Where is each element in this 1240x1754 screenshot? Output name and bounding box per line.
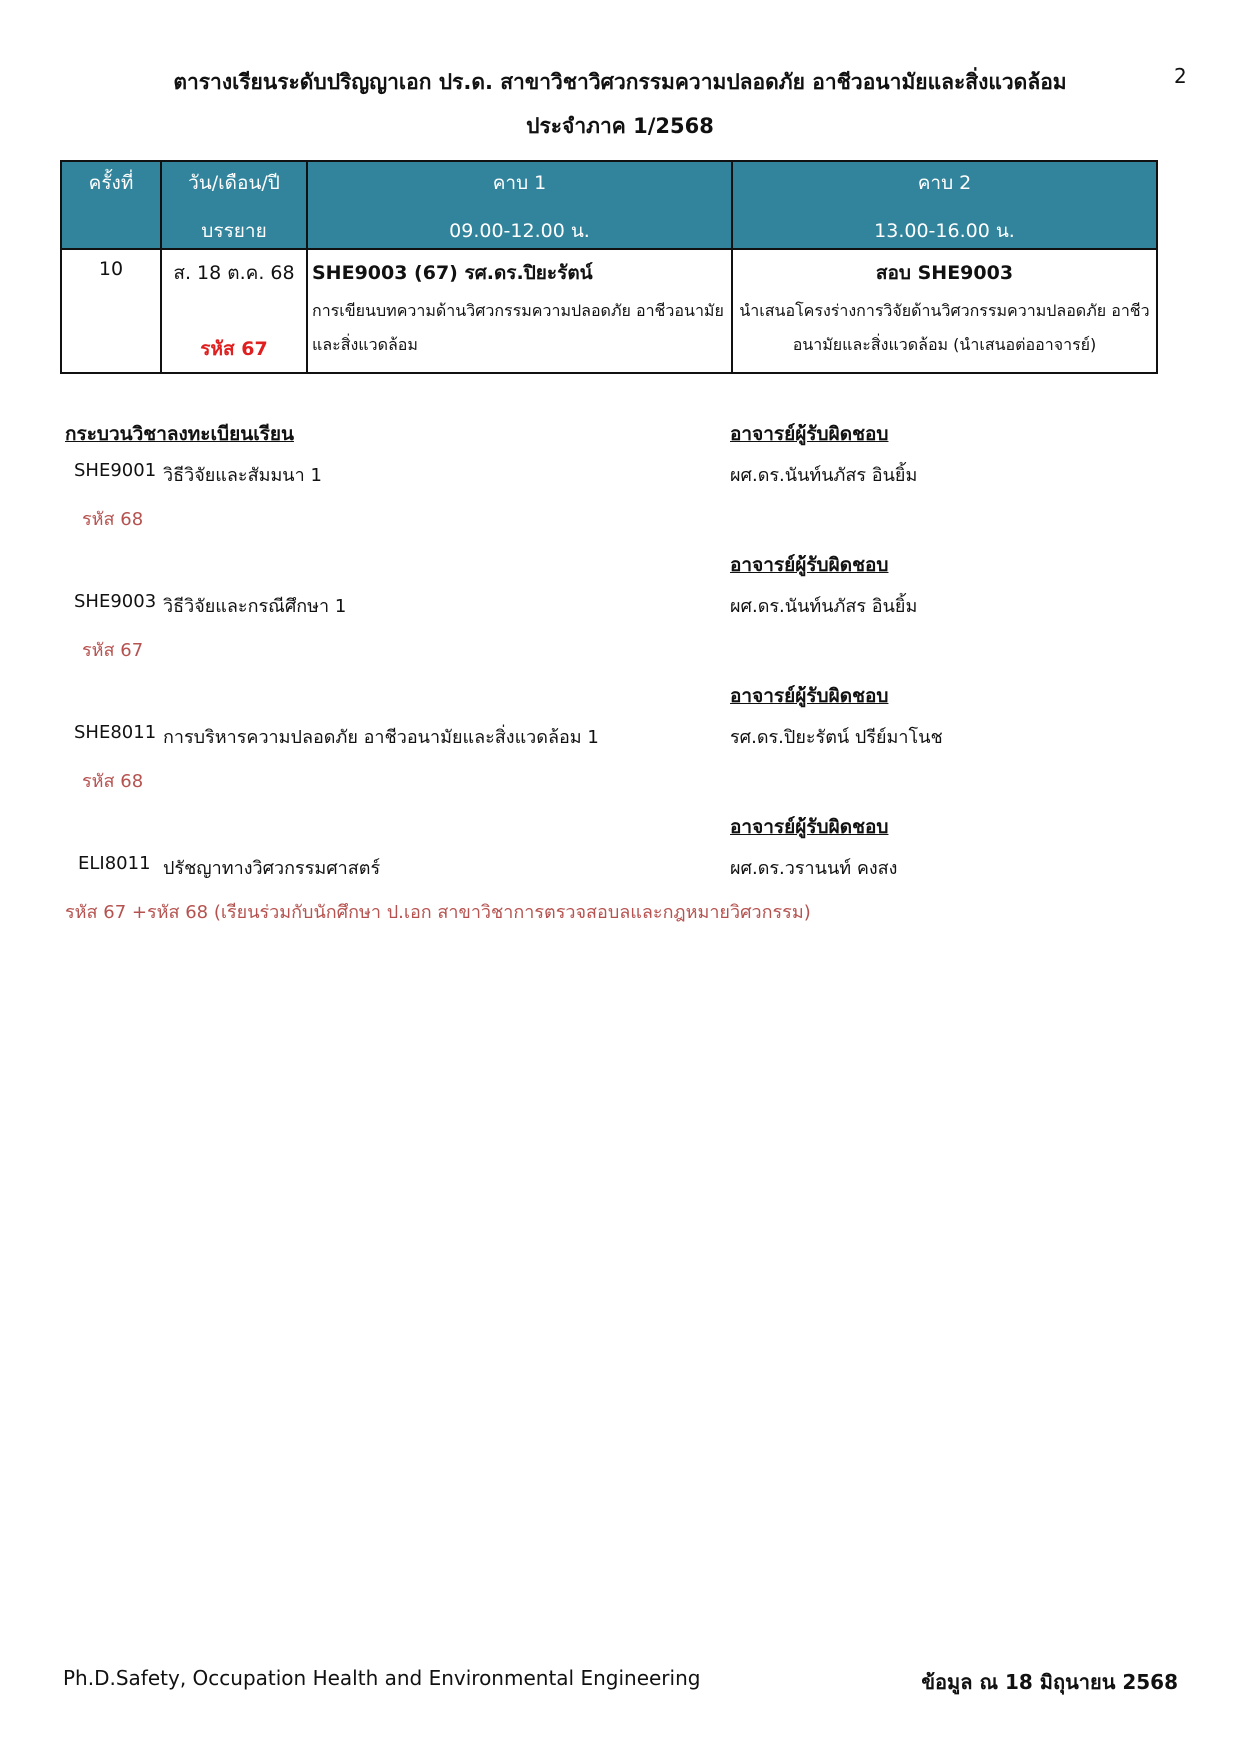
course-code: ELI8011 — [78, 853, 151, 874]
header-no-label: ครั้งที่ — [88, 172, 134, 194]
course-name: การบริหารความปลอดภัย อาชีวอนามัยและสิ่งแวดล้อม 1 — [163, 727, 599, 748]
period-1-title: SHE9003 (67) รศ.ดร.ปิยะรัตน์ — [312, 262, 593, 284]
course-name: ปรัชญาทางวิศวกรรมศาสตร์ — [163, 858, 381, 879]
period-1-cell — [307, 249, 732, 373]
document-subtitle: ประจำภาค 1/2568 — [526, 114, 714, 138]
header-period-2-time: 13.00-16.00 น. — [874, 220, 1015, 242]
course-instructor: ผศ.ดร.นันท์นภัสร อินยิ้ม — [730, 596, 918, 617]
instructor-heading: อาจารย์ผู้รับผิดชอบ — [730, 554, 889, 576]
course-name: วิธีวิจัยและสัมมนา 1 — [163, 465, 322, 486]
table-header-row — [61, 161, 1157, 249]
course-student-code: รหัส 67 — [82, 640, 144, 661]
course-name: วิธีวิจัยและกรณีศึกษา 1 — [163, 596, 347, 617]
period-2-title: สอบ SHE9003 — [875, 262, 1014, 284]
course-student-code: รหัส 68 — [82, 771, 144, 792]
date-cell — [161, 249, 307, 373]
instructor-heading: อาจารย์ผู้รับผิดชอบ — [730, 685, 889, 707]
header-period-2-label: คาบ 2 — [917, 172, 972, 194]
course-code: SHE9003 — [74, 591, 157, 612]
header-date-label: วัน/เดือน/ปี — [188, 172, 280, 194]
footer-data-date: ข้อมูล ณ 18 มิถุนายน 2568 — [921, 1670, 1178, 1694]
period-1-description: การเขียนบทความด้านวิศวกรรมความปลอดภัย อาชีวอนามัยและสิ่งแวดล้อม — [312, 301, 724, 354]
header-date — [161, 161, 307, 249]
period-2-description: นำเสนอโครงร่างการวิจัยด้านวิศวกรรมความปลอดภัย อาชีวอนามัยและสิ่งแวดล้อม (นำเสนอต่ออาจารย์) — [739, 301, 1150, 354]
header-period-1 — [307, 161, 732, 249]
course-instructor: รศ.ดร.ปิยะรัตน์ ปรีย์มาโนช — [730, 727, 943, 748]
period-2-cell — [732, 249, 1157, 373]
courses-heading: กระบวนวิชาลงทะเบียนเรียน — [65, 423, 295, 445]
student-code-badge: รหัส 67 — [200, 338, 268, 360]
header-period-1-label: คาบ 1 — [492, 172, 547, 194]
course-code: SHE9001 — [74, 460, 157, 481]
footer-program-name: Ph.D.Safety, Occupation Health and Environmental Engineering — [63, 1666, 701, 1690]
table-row — [61, 249, 1157, 373]
session-date: ส. 18 ต.ค. 68 — [173, 262, 295, 284]
course-student-code: รหัส 68 — [82, 509, 144, 530]
course-student-code: รหัส 67 +รหัส 68 (เรียนร่วมกับนักศึกษา ป.เอก สาขาวิชาการตรวจสอบลและกฎหมายวิศวกรรม) — [65, 902, 811, 923]
page-number: 2 — [1174, 64, 1187, 88]
header-period-1-time: 09.00-12.00 น. — [449, 220, 590, 242]
document-title: ตารางเรียนระดับปริญญาเอก ปร.ด. สาขาวิชาวิศวกรรมความปลอดภัย อาชีวอนามัยและสิ่งแวดล้อม — [173, 70, 1067, 94]
header-period-2 — [732, 161, 1157, 249]
course-code: SHE8011 — [74, 722, 157, 743]
instructor-heading: อาจารย์ผู้รับผิดชอบ — [730, 816, 889, 838]
header-date-label-2: บรรยาย — [201, 220, 267, 242]
schedule-table — [60, 160, 1158, 374]
session-no-cell: 10 — [61, 249, 161, 373]
header-session-no — [61, 161, 161, 249]
course-instructor: ผศ.ดร.นันท์นภัสร อินยิ้ม — [730, 465, 918, 486]
instructor-heading: อาจารย์ผู้รับผิดชอบ — [730, 423, 889, 445]
course-instructor: ผศ.ดร.วรานนท์ คงสง — [730, 858, 898, 879]
